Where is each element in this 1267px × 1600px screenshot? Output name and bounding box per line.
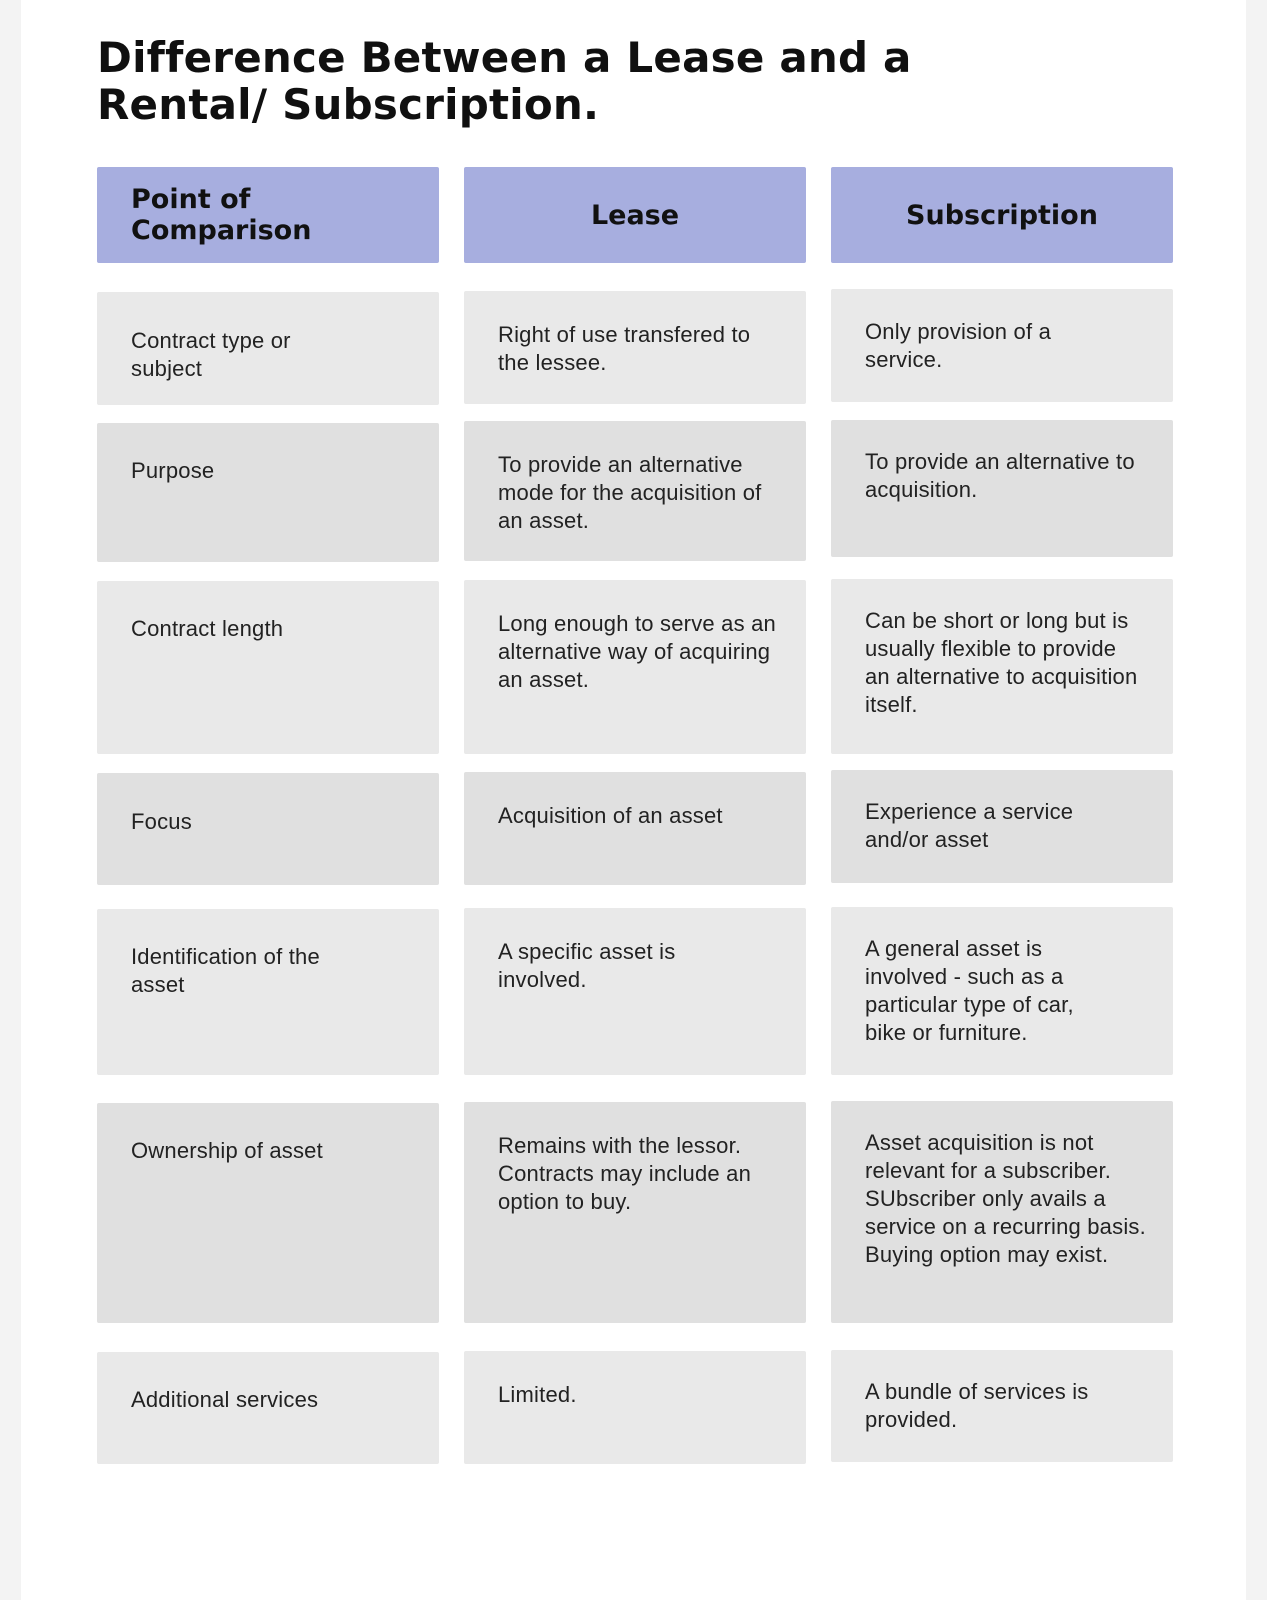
cell-text: Limited. (498, 1382, 577, 1407)
cell-text: Identification of the asset (131, 944, 320, 997)
cell-text: Contract length (131, 616, 284, 641)
row-additional-services-subscription (831, 1350, 1173, 1462)
header-subscription (831, 167, 1173, 263)
cell-text: Right of use transfered to the lessee. (498, 322, 751, 375)
row-purpose-point (97, 423, 439, 562)
cell-text: To provide an alternative mode for the acquisition of an asset. (498, 452, 762, 533)
row-focus-subscription (831, 770, 1173, 883)
cell-text: Focus (131, 809, 192, 834)
cell-text: Long enough to serve as an alternative way of acquiring an asset. (498, 611, 776, 692)
document-page (21, 0, 1246, 1600)
cell-text: Purpose (131, 458, 215, 483)
row-contract-length-lease (464, 580, 806, 754)
row-contract-length-point (97, 581, 439, 754)
row-ownership-lease (464, 1102, 806, 1323)
cell-text: A general asset is involved - such as a particular type of car, bike or furniture. (865, 936, 1074, 1045)
row-purpose-subscription (831, 420, 1173, 557)
cell-text: Contract type or subject (131, 328, 291, 381)
row-identification-subscription (831, 907, 1173, 1075)
row-contract-type-subscription (831, 289, 1173, 402)
header-lease-label: Lease (590, 199, 680, 231)
row-contract-type-lease (464, 291, 806, 404)
cell-text: To provide an alternative to acquisition. (865, 449, 1135, 502)
row-ownership-point (97, 1103, 439, 1323)
cell-text: Can be short or long but is usually flexible to provide an alternative to acquisition itself. (865, 608, 1138, 717)
cell-text: Ownership of asset (131, 1138, 323, 1163)
row-focus-point (97, 773, 439, 885)
cell-text: Remains with the lessor. Contracts may include an option to buy. (498, 1133, 752, 1214)
header-point-label: Point of Comparison (131, 184, 312, 246)
row-contract-type-point (97, 292, 439, 405)
row-purpose-lease (464, 421, 806, 561)
cell-text: A specific asset is involved. (498, 939, 676, 992)
row-identification-lease (464, 908, 806, 1075)
cell-text: Experience a service and/or asset (865, 799, 1074, 852)
cell-text: Only provision of a service. (865, 319, 1051, 372)
cell-text: Asset acquisition is not relevant for a subscriber. SUbscriber only avails a service on a recurring basis. Buying option may exist. (865, 1130, 1146, 1267)
header-subscription-label: Subscription (906, 199, 1098, 231)
row-ownership-subscription (831, 1101, 1173, 1323)
row-additional-services-point (97, 1352, 439, 1464)
header-point-of-comparison (97, 167, 439, 263)
row-identification-point (97, 909, 439, 1075)
cell-text: Additional services (131, 1387, 319, 1412)
row-additional-services-lease (464, 1351, 806, 1464)
page-title: Difference Between a Lease and a Rental/ Subscription. (97, 33, 912, 129)
cell-text: A bundle of services is provided. (865, 1379, 1089, 1432)
header-lease (464, 167, 806, 263)
row-contract-length-subscription (831, 579, 1173, 754)
row-focus-lease (464, 772, 806, 885)
cell-text: Acquisition of an asset (498, 803, 723, 828)
